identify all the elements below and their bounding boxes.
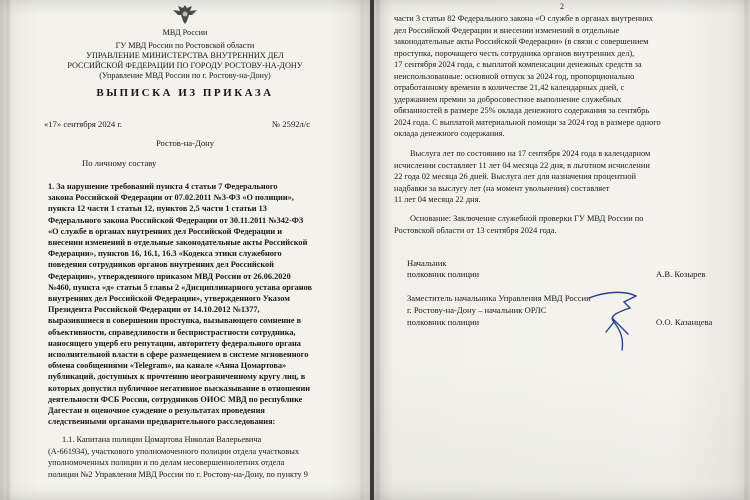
order-number: № 2592л/с — [272, 119, 311, 129]
blank-page-area — [374, 360, 750, 500]
order-subparagraph-1-1 — [48, 434, 348, 480]
text-line: закона Российской Федерации от 07.02.2011 №3-ФЗ «О полиции», — [48, 193, 294, 203]
text-line: исчислении составляет 11 лет 04 месяца 22 дня, в льготном исчислении — [394, 160, 650, 170]
text-line: Федерации», пунктов 16, 16.1, 16.3 «Кодекса этики служебного — [48, 249, 282, 259]
text-line: неиспользованные: основной отпуск за 2024 год, пропорционально — [394, 71, 635, 81]
service-length-paragraph — [394, 148, 730, 206]
text-line: «О службе в органах внутренних дел Российской Федерации и — [48, 226, 283, 236]
text-line: пункта 12 части 1 статьи 12, пунктов 2,5 части 1 статьи 13 — [48, 204, 267, 214]
text-line: публикаций, доступных к прочтению неограниченному кругу лиц, в — [48, 372, 306, 382]
header-line-2: УПРАВЛЕНИЕ МИНИСТЕРСТВА ВНУТРЕННИХ ДЕЛ — [86, 51, 284, 60]
text-line: надбавки за выслугу лет (на момент увольнения) составляет — [394, 183, 610, 193]
text-line: Федерального закона Российской Федерации от 30.11.2011 №342-ФЗ — [48, 215, 304, 225]
text-line: Федерации», утвержденного приказом МВД России от 26.06.2020 — [48, 271, 291, 281]
page-number: 2 — [560, 2, 564, 11]
signer-2-title-line-3: полковник полиции — [407, 317, 480, 327]
signer-2-title-line-1: Заместитель начальника Управления МВД России — [407, 293, 591, 303]
text-line: оклада денежного содержания. — [394, 129, 505, 138]
text-line: удержанием премии за добросовестное выполнение служебных — [394, 94, 622, 104]
header-line-3: РОССИЙСКОЙ ФЕДЕРАЦИИ ПО ГОРОДУ РОСТОВУ-НА-ДОНУ — [67, 61, 303, 70]
signer-1-title-line-2: полковник полиции — [407, 269, 480, 279]
document-page-1 — [0, 0, 370, 500]
text-line: Ростовской области от 13 сентября 2024 года. — [394, 225, 557, 235]
text-line: внесении изменений в отдельные законодательные акты Российской — [48, 238, 308, 248]
text-line: Президента Российской Федерации от 14.10.2012 №1377, — [48, 305, 260, 315]
handwritten-signature-icon — [584, 288, 644, 354]
text-line: Дагестан и оценочное суждение о результатах проведения — [48, 406, 265, 416]
order-date: «17» сентября 2024 г. — [44, 119, 123, 129]
text-line: обязанностей в размере 25% оклада денежного содержания за сентябрь — [394, 106, 650, 115]
text-line: 11 лет 04 месяца 22 дня. — [394, 195, 481, 204]
text-line: внутренних дел Российской Федерации», утвержденного Указом — [48, 294, 290, 304]
text-line: следственными органами предварительного расследования: — [48, 417, 276, 427]
text-line: Основание: Заключение служебной проверки ГУ МВД России по — [410, 214, 644, 223]
eagle-emblem-icon — [168, 2, 202, 26]
text-line: уполномоченных полиции и по делам несовершеннолетних отдела — [48, 458, 285, 468]
text-line: Выслуга лет по состоянию на 17 сентября 2024 года в календарном — [410, 149, 651, 158]
basis-paragraph — [394, 213, 730, 236]
signer-1-title-line-1: Начальник — [407, 258, 447, 268]
signer-2-title-line-2: г. Ростову-на-Дону – начальник ОРЛС — [407, 305, 547, 315]
text-line: №460, пункта «д» статьи 5 главы 2 «Дисциплинарного устава органов — [48, 282, 312, 292]
text-line: наносящего ущерб его репутации, авторитету федерального органа — [48, 338, 301, 348]
text-line: исполнительной власти в сфере размещением в системе мгновенного — [48, 350, 309, 360]
document-title: ВЫПИСКА ИЗ ПРИКАЗА — [96, 87, 274, 99]
header-line-1: ГУ МВД России по Ростовской области — [115, 41, 255, 50]
text-line: отработанному времени в количестве 21,42 календарных дней, с — [394, 83, 625, 92]
text-line: 2024 года. С выплатой материальной помощи за 2024 год в размере одного — [394, 117, 661, 127]
order-city: Ростов-на-Дону — [155, 138, 215, 148]
text-line: законодательные акты Российской Федерации» (в связи с совершением — [394, 37, 649, 46]
text-line: 22 года 02 месяца 26 дней. Выслуга лет для назначения процентной — [394, 172, 637, 181]
text-line: выразившиеся в совершении проступка, вызывающего сомнение в — [48, 316, 302, 326]
signer-2-name: О.О. Казанцева — [656, 317, 713, 327]
order-subject: По личному составу — [82, 158, 157, 168]
text-line: поведения сотрудников органов внутренних дел Российской — [48, 260, 274, 270]
header-line-4: (Управление МВД России по г. Ростову-на-Дону) — [99, 71, 271, 80]
document-page-2 — [374, 0, 750, 500]
text-line: 1. За нарушение требований пункта 4 статьи 7 Федерального — [48, 182, 278, 191]
text-line: 1.1. Капитана полиции Цомартова Николая Валерьевича — [62, 435, 262, 444]
text-line: дел Российской Федерации и внесении изменений в отдельные — [394, 25, 620, 35]
text-line: проступка, порочащего честь сотрудника органов внутренних дел), — [394, 48, 635, 58]
text-line: объективности, справедливости и беспристрастности сотрудника, — [48, 327, 296, 337]
text-line: (А-661934), участкового уполномоченного полиции отдела участковых — [48, 446, 300, 456]
text-line: деятельности ФСБ России, сотрудников ОИОС МВД по республике — [48, 394, 303, 404]
text-line: обмена сообщениями «Telegram», на канале «Анна Цомартова» — [48, 361, 287, 371]
signer-1-name: А.В. Козырев — [656, 269, 706, 279]
text-line: 17 сентября 2024 года, с выплатой компенсации денежных средств за — [394, 60, 642, 69]
org-short-name: МВД России — [162, 28, 208, 37]
text-line: части 3 статьи 82 Федерального закона «О службе в органах внутренних — [394, 14, 654, 23]
text-line: которых допустил публичное негативное высказывание в отношении — [48, 383, 311, 393]
order-paragraph-continuation — [394, 13, 730, 140]
order-paragraph-1 — [48, 181, 348, 427]
text-line: полиции №2 Управления МВД России по г. Ростову-на-Дону, по пункту 9 — [48, 469, 308, 479]
